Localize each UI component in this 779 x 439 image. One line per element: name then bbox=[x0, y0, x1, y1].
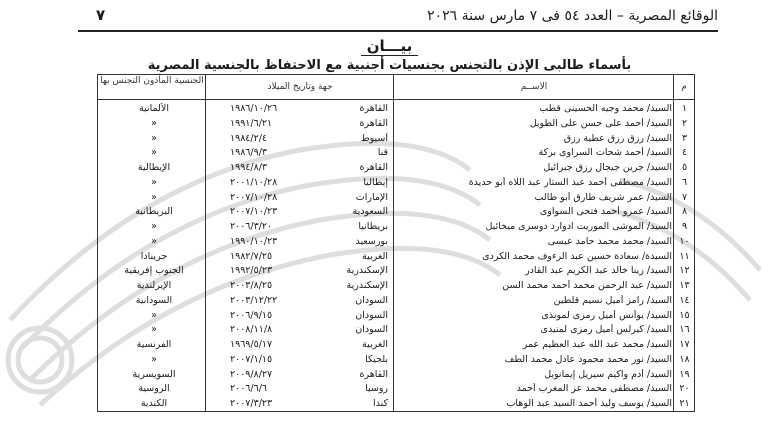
birth-date: ٢٠٠٧/٣/٢٣ bbox=[230, 398, 273, 409]
birth-place: الإسكندرية bbox=[346, 265, 388, 277]
table-row bbox=[98, 294, 694, 310]
birth-date: ٢٠٠٣/١٢/٢٢ bbox=[230, 294, 278, 306]
nationality: السودانية bbox=[135, 294, 173, 306]
nationality: الألمانية bbox=[139, 103, 169, 114]
birth-place: السودان bbox=[355, 309, 388, 321]
nationality: الإيطالية bbox=[137, 162, 171, 173]
person-name: السيد/ أدم واكيم سيريل إيمانويل bbox=[544, 368, 672, 380]
row-number: ٢ bbox=[681, 117, 688, 129]
row-number: ١٣ bbox=[679, 280, 690, 291]
table-row bbox=[98, 338, 694, 354]
birth-place: القاهرة bbox=[359, 368, 388, 380]
birth-place: القاهرة bbox=[359, 103, 388, 114]
header-name: الاســم bbox=[520, 82, 548, 92]
person-name: السيد/ مصطفى أحمد عبد الستار عبد اللاه أبو حديدة bbox=[468, 176, 672, 188]
statement-heading-text: بيـــان bbox=[361, 37, 419, 56]
birth-date: ٢٠٠١/١٠/٢٨ bbox=[230, 176, 278, 188]
table-row bbox=[98, 368, 694, 384]
table-row bbox=[98, 146, 694, 162]
person-name: السيد/ أحمد على حسن على الطويل bbox=[529, 117, 672, 129]
row-number: ١ bbox=[681, 103, 688, 114]
nationality: الجنوب إفريقية bbox=[124, 265, 184, 277]
table-row bbox=[98, 117, 694, 133]
table-row bbox=[98, 323, 694, 339]
row-number: ٢٠ bbox=[679, 383, 690, 395]
nationality: « bbox=[151, 117, 157, 129]
table-row bbox=[98, 102, 694, 118]
row-number: ١٨ bbox=[679, 353, 690, 365]
nationality: « bbox=[151, 147, 157, 159]
nationality: « bbox=[151, 132, 157, 144]
birth-date: ١٩٩٤/٨/٣ bbox=[230, 162, 268, 173]
header-nationality: الجنسية المأذون التجنس بها bbox=[100, 76, 204, 86]
birth-date: ٢٠٠٦/٦/٦ bbox=[230, 383, 268, 395]
row-number: ١٦ bbox=[679, 324, 690, 336]
birth-place: السعودية bbox=[352, 206, 388, 218]
birth-place: القاهرة bbox=[359, 117, 388, 129]
table-row bbox=[98, 397, 694, 413]
row-number: ٥ bbox=[681, 162, 688, 173]
page-header bbox=[78, 6, 718, 32]
person-name: السيد/ رزق رزق عطية رزق bbox=[563, 132, 672, 144]
table-header bbox=[98, 75, 694, 100]
nationality: جرينادا bbox=[140, 250, 168, 262]
person-name: السيد/ الموشى الموريت ادوارد دوسرى ميخائيل bbox=[485, 221, 672, 232]
birth-place: إيطاليا bbox=[363, 176, 388, 188]
header-birth: جهة وتاريخ الميلاد bbox=[267, 82, 333, 92]
row-number: ١١ bbox=[679, 250, 690, 262]
birth-place: الإسكندرية bbox=[346, 280, 388, 291]
statement-heading bbox=[0, 37, 779, 56]
row-number: ٧ bbox=[681, 191, 688, 203]
gazette-title: الوقائع المصرية – العدد ٥٤ فى ٧ مارس سنة ٢٠٢٦ bbox=[427, 8, 718, 24]
nationality: « bbox=[151, 191, 157, 203]
row-number: ٣ bbox=[681, 132, 688, 144]
birth-date: ٢٠٠٦/٣/٢٠ bbox=[230, 221, 273, 232]
statement-subtitle: بأسماء طالبى الإذن بالتجنس بجنسيات أجنبية مع الاحتفاظ بالجنسية المصرية bbox=[147, 58, 632, 73]
table-row bbox=[98, 176, 694, 192]
birth-date: ١٩٨٦/٩/٣ bbox=[230, 147, 268, 159]
person-name: السيد/ مصطفى محمد عز المغرب أحمد bbox=[516, 383, 672, 395]
birth-place: بريطانيا bbox=[358, 221, 388, 232]
row-number: ١٤ bbox=[679, 294, 690, 306]
nationality: البريطانية bbox=[135, 206, 173, 218]
birth-place: القاهرة bbox=[359, 162, 388, 173]
person-name: السيد/ عمر شريف طارق أبو طالب bbox=[534, 191, 672, 203]
birth-date: ١٩٨٢/٧/٢٥ bbox=[230, 250, 273, 262]
person-name: السيد/ جرين جيجال رزق جبرائيل bbox=[543, 162, 672, 173]
nationality: الفرنسية bbox=[136, 339, 172, 350]
row-number: ١٩ bbox=[679, 368, 690, 380]
table-row bbox=[98, 309, 694, 325]
birth-date: ٢٠٠٧/١/١٥ bbox=[230, 353, 273, 365]
birth-place: بورسعيد bbox=[355, 235, 388, 247]
naturalization-table bbox=[97, 74, 695, 412]
table-row bbox=[98, 353, 694, 369]
person-name: السيد/ نور محمد محمود عادل محمد الطف bbox=[504, 353, 672, 365]
birth-date: ٢٠٠٩/٨/٢٧ bbox=[230, 368, 273, 380]
nationality: « bbox=[151, 324, 157, 336]
birth-place: الغربية bbox=[362, 250, 388, 262]
row-number: ٩ bbox=[681, 221, 688, 232]
person-name: السيد/ عبد الرحمن محمد أحمد محمد السن bbox=[502, 280, 672, 291]
table-row bbox=[98, 279, 694, 295]
person-name: السيد/ محمد عبد الله عبد العظيم عمر bbox=[522, 339, 672, 350]
row-number: ١٢ bbox=[679, 265, 690, 277]
person-name: السيد/ أحمد شحات السراوى بركة bbox=[538, 147, 672, 159]
person-name: السيدة/ سعادة حسين عبد الرءوف محمد الكردى bbox=[482, 250, 672, 262]
table-row bbox=[98, 250, 694, 266]
birth-date: ٢٠٠٦/٩/١٥ bbox=[230, 309, 273, 321]
birth-place: روسيا bbox=[365, 383, 388, 395]
row-number: ٦ bbox=[681, 176, 688, 188]
nationality: « bbox=[151, 309, 157, 321]
person-name: السيد/ يوسف وليد أحمد السيد عبد الوهاب bbox=[506, 398, 672, 409]
table-row bbox=[98, 191, 694, 207]
nationality: السويسرية bbox=[132, 368, 176, 380]
row-number: ١٥ bbox=[679, 309, 690, 321]
row-number: ٢١ bbox=[679, 398, 690, 409]
person-name: السيد/ رامز أميل نسيم قلطين bbox=[553, 294, 672, 306]
row-number: ١٠ bbox=[679, 235, 690, 247]
birth-place: السودان bbox=[355, 324, 388, 336]
person-name: السيد/ زينا خالد عبد الكريم عبد القادر bbox=[525, 265, 672, 277]
birth-date: ١٩٨٤/٢/٤ bbox=[230, 132, 268, 144]
person-name: السيد/ كيرلس أميل رمزى لمنيدى bbox=[540, 324, 672, 336]
table-row bbox=[98, 264, 694, 280]
birth-date: ١٩٩٠/١٠/٢٣ bbox=[230, 235, 278, 247]
birth-place: السودان bbox=[355, 294, 388, 306]
birth-place: بلجيكا bbox=[365, 353, 388, 365]
birth-date: ١٩٨٦/١٠/٢٦ bbox=[230, 103, 278, 114]
row-number: ٤ bbox=[681, 147, 688, 159]
birth-date: ١٩٩٢/٥/٢٣ bbox=[230, 265, 273, 277]
nationality: « bbox=[151, 353, 157, 365]
person-name: السيد/ محمد محمد حامد عيسى bbox=[547, 235, 672, 247]
header-no: م bbox=[681, 82, 687, 92]
table-row bbox=[98, 205, 694, 221]
person-name: السيد/ يوأنس أميل رمزى لمونذى bbox=[541, 309, 672, 321]
page-number: ٧ bbox=[96, 6, 106, 24]
nationality: الروسية bbox=[138, 383, 170, 395]
nationality: الكندية bbox=[140, 398, 168, 409]
birth-date: ٢٠٠٧/١٠/٢٨ bbox=[230, 191, 278, 203]
row-number: ٨ bbox=[681, 206, 688, 218]
table-row bbox=[98, 220, 694, 236]
birth-place: الغربية bbox=[362, 339, 388, 350]
birth-date: ٢٠٠٣/٨/٢٥ bbox=[230, 280, 273, 291]
nationality: « bbox=[151, 235, 157, 247]
nationality: « bbox=[151, 176, 157, 188]
birth-place: كندا bbox=[372, 398, 388, 409]
table-row bbox=[98, 382, 694, 398]
nationality: « bbox=[151, 221, 157, 232]
birth-place: قنا bbox=[377, 147, 388, 159]
birth-date: ٢٠٠٨/١١/٨ bbox=[230, 324, 273, 336]
table-row bbox=[98, 132, 694, 148]
row-number: ١٧ bbox=[679, 339, 690, 350]
birth-place: أسيوط bbox=[360, 132, 388, 144]
birth-date: ٢٠٠٧/١٠/٢٣ bbox=[230, 206, 278, 218]
person-name: السيد/ محمد وجيه الحسينى قطب bbox=[539, 103, 672, 114]
birth-date: ١٩٦٩/٥/١٧ bbox=[230, 339, 273, 350]
person-name: السيد/ عمرو أحمد فتحى السواوى bbox=[539, 206, 672, 218]
nationality: الإيرلندية bbox=[136, 280, 172, 291]
table-row bbox=[98, 161, 694, 177]
birth-date: ١٩٩١/٦/٢١ bbox=[230, 117, 273, 129]
birth-place: الإمارات bbox=[355, 191, 388, 203]
table-row bbox=[98, 235, 694, 251]
